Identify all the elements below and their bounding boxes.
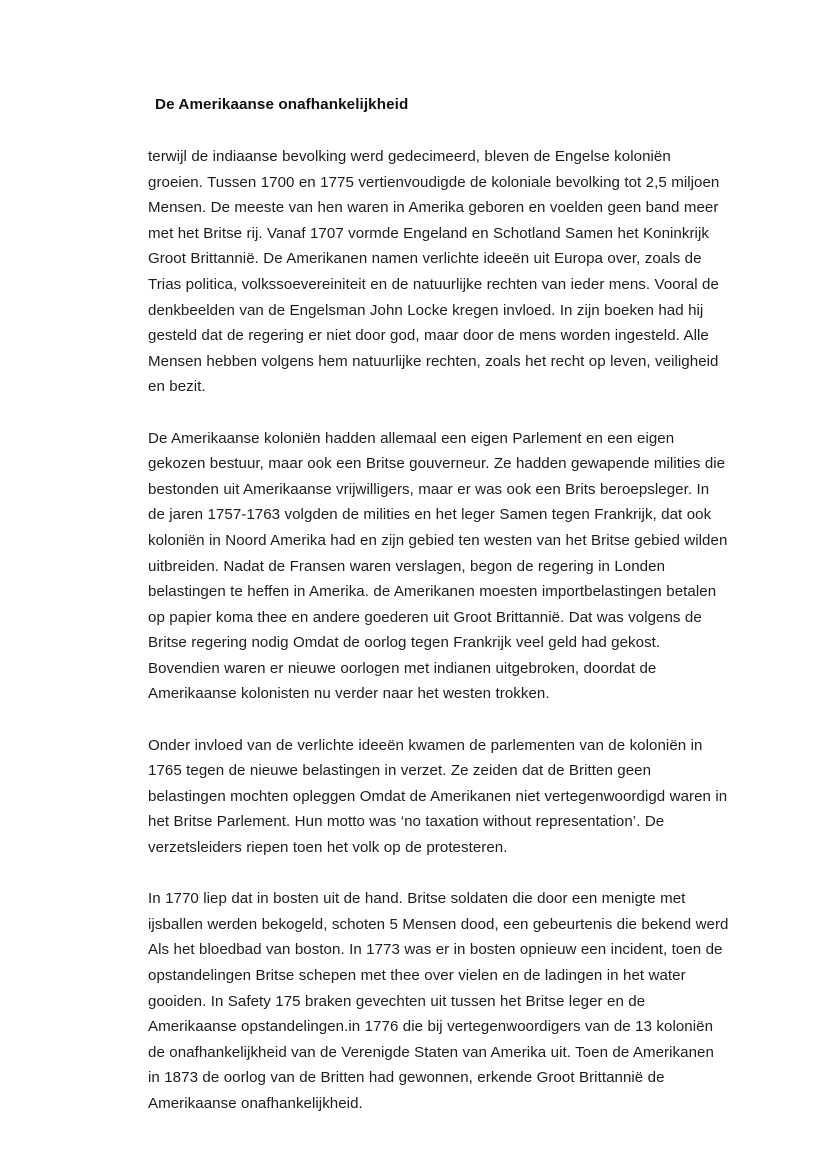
title-spacer <box>148 118 730 144</box>
body-paragraph-3: Onder invloed van de verlichte ideeën kwamen de parlementen van de koloniën in 1765 tegen de nieuwe belastingen in verzet. Ze zeiden dat de Britten geen belastingen mochten opleggen Omdat de Amerikanen niet vertegenwoordigd waren in het Britse Parlement. Hun motto was ‘no taxation without representation’. De verzetsleiders riepen toen het volk op de protesteren. <box>148 736 732 857</box>
body-paragraph-1: terwijl de indiaanse bevolking werd gedecimeerd, bleven de Engelse koloniën groeien. Tussen 1700 en 1775 vertienvoudigde de koloniale bevolking tot 2,5 miljoen Mensen. De meeste van hen waren in Amerika geboren en voelden geen band meer met het Britse rij. Vanaf 1707 vormde Engeland en Schotland Samen het Koninkrijk Groot Brittannië. De Amerikanen namen verlichte ideeën uit Europa over, zoals de Trias politica, volkssoevereiniteit en de natuurlijke rechten van ieder mens. Vooral de denkbeelden van de Engelsman John Locke kregen invloed. In zijn boeken had hij gesteld dat de regering er niet door god, maar door de mens worden ingesteld. Alle Mensen hebben volgens hem natuurlijke rechten, zoals het recht op leven, veiligheid en bezit. <box>148 148 724 396</box>
page-title: De Amerikaanse onafhankelijkheid <box>155 96 409 113</box>
body-paragraph-2: De Amerikaanse koloniën hadden allemaal een eigen Parlement en een eigen gekozen bestuur, maar ook een Britse gouverneur. Ze hadden gewapende milities die bestonden uit Amerikaanse vrijwilligers, maar er was ook een Brits beroepsleger. In de jaren 1757-1763 volgden de milities en het leger Samen tegen Frankrijk, dat ook koloniën in Noord Amerika had en zijn gebied ten westen van het Britse gebied wilden uitbreiden. Nadat de Fransen waren verslagen, begon de regering in Londen belastingen te heffen in Amerika. de Amerikanen moesten importbelastingen betalen op papier koma thee en andere goederen uit Groot Brittannië. Dat was volgens de Britse regering nodig Omdat de oorlog tegen Frankrijk veel geld had gekost. Bovendien waren er nieuwe oorlogen met indianen uitgebroken, doordat de Amerikaanse kolonisten nu verder naar het westen trokken. <box>148 429 732 703</box>
document-body <box>148 92 733 1117</box>
body-paragraph-4: In 1770 liep dat in bosten uit de hand. Britse soldaten die door een menigte met ijsballen werden bekogeld, schoten 5 Mensen dood, een gebeurtenis die bekend werd Als het bloedbad van boston. In 1773 was er in bosten opnieuw een incident, toen de opstandelingen Britse schepen met thee over vielen en de ladingen in het water gooiden. In Safety 175 braken gevechten uit tussen het Britse leger en de Amerikaanse opstandelingen.in 1776 die bij vertegenwoordigers van de 13 koloniën de onafhankelijkheid van de Verenigde Staten van Amerika uit. Toen de Amerikanen in 1873 de oorlog van de Britten had gewonnen, erkende Groot Brittannië de Amerikaanse onafhankelijkheid. <box>148 890 733 1112</box>
